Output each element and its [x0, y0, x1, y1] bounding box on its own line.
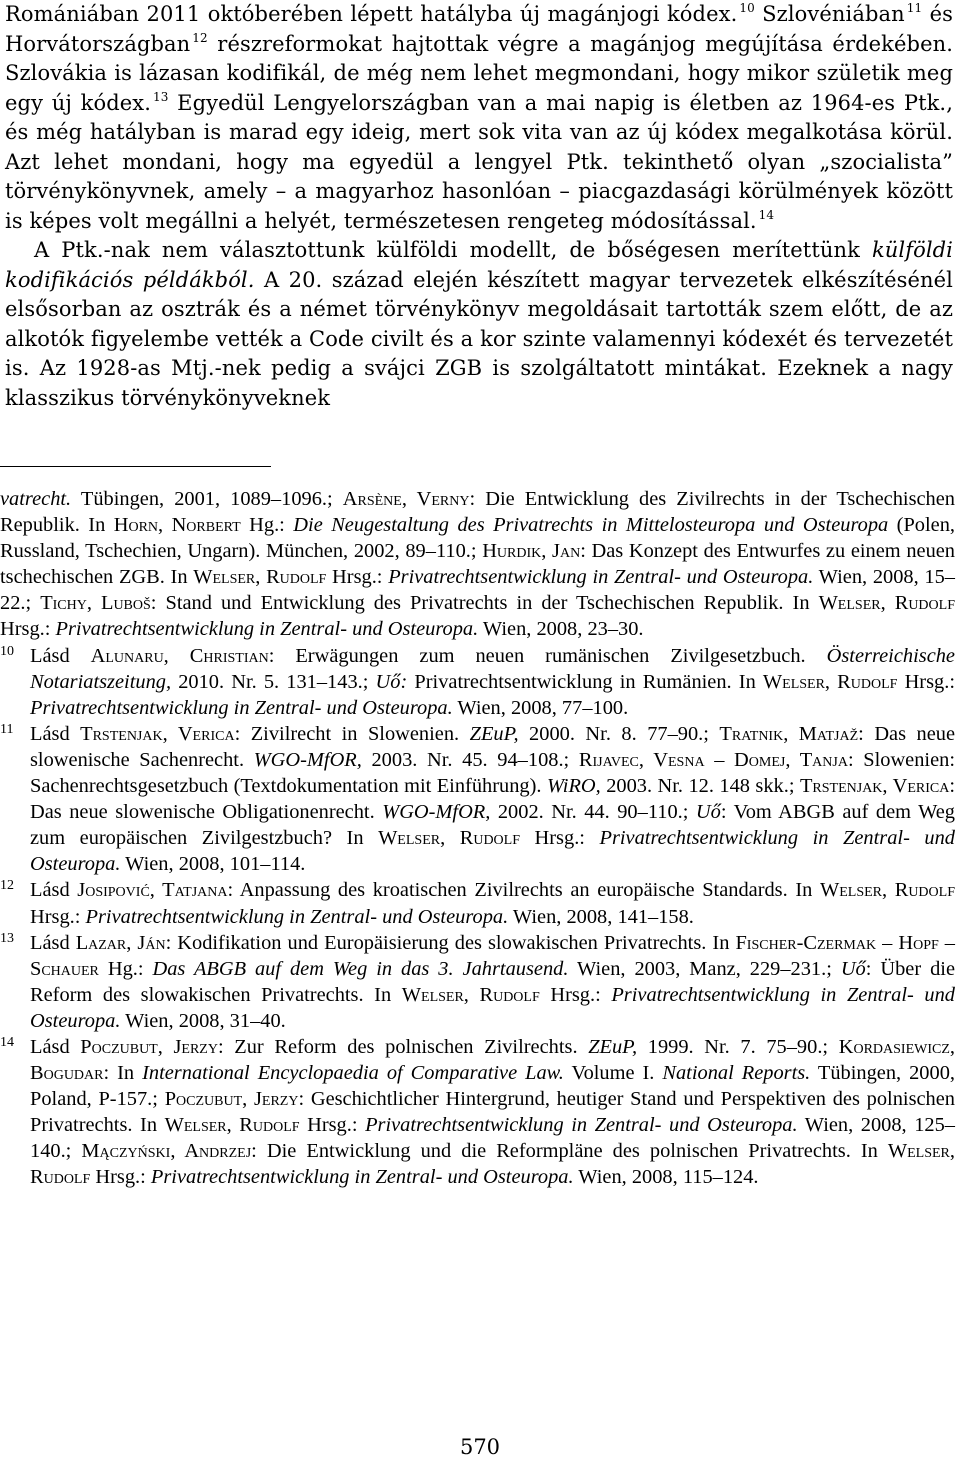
italic-text: WGO-MfOR, — [253, 748, 362, 771]
author-name: Welser, Rudolf — [819, 879, 955, 902]
author-name: Hurdik, Jan — [482, 540, 581, 563]
italic-text: International Encyclopaedia of Comparative Law. — [142, 1062, 564, 1085]
footnote-number: 13 — [0, 930, 14, 946]
footnote-ref: 11 — [906, 1, 923, 15]
footnote-text: Lásd Lazar, Ján: Kodifikation und Europäisierung des slowakischen Privatrechts. In Fischer-Czermak – Hopf – Schauer Hg.: Das ABGB auf dem Weg in das 3. Jahrtausend. Wien, 2003, Manz, 229–231.; Uő: Über die Reform des slowakischen Privatrechts. In Welser, Rudolf Hrsg.: Privatrechtsentwicklung in Zentral- und Osteuropa. Wien, 2008, 31–40. — [30, 931, 956, 1032]
italic-text: ZEuP, — [588, 1035, 638, 1058]
italic-text: külföldi kodifikációs példákból. — [5, 238, 953, 292]
italic-text: Privatrechtsentwicklung in Zentral- und Osteuropa. — [30, 983, 955, 1032]
author-name: Fischer-Czermak – Hopf – Schauer — [30, 931, 956, 980]
footnote-11 — [0, 721, 955, 878]
footnote-number: 10 — [0, 643, 14, 659]
italic-text: Privatrechtsentwicklung in Zentral- und Osteuropa. — [365, 1114, 798, 1137]
footnote-text: Lásd Josipović, Tatjana: Anpassung des kroatischen Zivilrechts an europäische Standards. In Welser, Rudolf Hrsg.: Privatrechtsentwicklung in Zentral- und Osteuropa. Wien, 2008, 141–158. — [30, 879, 955, 928]
paragraph: A Ptk.-nak nem választottunk külföldi modellt, de bőségesen merítettünk külföldi kodifikációs példákból. A 20. század elején készített magyar tervezetek elkészítésénél elsősorban az osztrák és a német törvénykönyv megoldásait tartották szem előtt, de az alkotók figyelembe vették a Code civilt és a kor szinte valamennyi kódexét és tervezetét is. Az 1928-as Mtj.-nek pedig a svájci ZGB is szolgáltatott mintákat. Ezeknek a nagy klasszikus törvénykönyveknek — [5, 238, 953, 410]
footnote-14 — [0, 1034, 955, 1191]
footnote-number: 11 — [0, 721, 14, 737]
author-name: Lazar, Ján — [75, 931, 166, 954]
italic-text: Privatrechtsentwicklung in Zentral- und Osteuropa. — [30, 696, 453, 719]
author-name: Welser, Rudolf — [762, 670, 898, 693]
paragraph: Romániában 2011 októberében lépett hatályba új magánjogi kódex. $^{10}$ Szlovéniában $^{11}$ és Horvátországban $^{12}$ részreformokat hajtottak végre a magánjog megújítása érdekében. Szlovákia is lázasan kodifikál, de még nem lehet megmondani, hogy mikor születik meg egy új kódex. $^{13}$ Egyedül Lengyelországban van a mai napig is életben az 1964-es Ptk., és még hatályban is marad egy ideig, mert sok vita van az új kódex megalkotása körül. Azt lehet mondani, hogy ma egyedül a lengyel Ptk. tekinthető olyan „szocialista” törvénykönyvnek, amely – a magyarhoz hasonlóan – piacgazdasági körülmények között is képes volt megállni a helyét, természetesen rengeteg módosítással. $^{14}$ — [5, 1, 953, 233]
author-name: Rijavec, Vesna – Domej, Tanja — [578, 748, 848, 771]
author-name: Tichy, Luboš — [40, 592, 151, 615]
italic-text: Privatrechtsentwicklung in Zentral- und Osteuropa. — [30, 827, 955, 876]
footnote-ref: 12 — [192, 30, 208, 45]
footnote-ref: 14 — [758, 207, 775, 222]
italic-text: Uő — [840, 957, 866, 980]
italic-text: National Reports. — [662, 1062, 811, 1085]
author-name: Poczubut, Jerzy — [164, 1088, 299, 1111]
author-name: Welser, Rudolf — [164, 1114, 300, 1137]
author-name: Welser, Rudolf — [193, 566, 327, 589]
footnote-text: Lásd Trstenjak, Verica: Zivilrecht in Slowenien. ZEuP, 2000. Nr. 8. 77–90.; Tratnik, Matjaž: Das neue slowenische Sachenrecht. WGO-MfOR, 2003. Nr. 45. 94–108.; Rijavec, Vesna – Domej, Tanja: Slowenien: Sachenrechtsgesetzbuch (Textdokumentation mit Einführung). WiRO, 2003. Nr. 12. 148 skk.; Trstenjak, Verica: Das neue slowenische Obligationenrecht. WGO-MfOR, 2002. Nr. 44. 90–110.; Uő: Vom ABGB auf dem Weg zum europäischen Zivilgestzbuch? In Welser, Rudolf Hrsg.: Privatrechtsentwicklung in Zentral- und Osteuropa. Wien, 2008, 101–114. — [30, 722, 956, 876]
footnote-ref: 10 — [739, 1, 755, 15]
author-name: Josipović, Tatjana — [77, 879, 228, 902]
italic-text: Privatrechtsentwicklung in Zentral- und Osteuropa. — [55, 618, 479, 641]
footnote-continuation: vatrecht. Tübingen, 2001, 1089–1096.; Arsène, Verny: Die Entwicklung des Zivilrechts in der Tschechischen Republik. In Horn, Norbert Hg.: Die Neugestaltung des Privatrechts in Mittelosteuropa und Osteuropa (Polen, Russland, Tschechien, Ungarn). München, 2002, 89–110.; Hurdik, Jan: Das Konzept des Entwurfes zu einem neuen tschechischen ZGB. In Welser, Rudolf Hrsg.: Privatrechtsentwicklung in Zentral- und Osteuropa. Wien, 2008, 15–22.; Tichy, Luboš: Stand und Entwicklung des Privatrechts in der Tschechischen Republik. In Welser, Rudolf Hrsg.: Privatrechtsentwicklung in Zentral- und Osteuropa. Wien, 2008, 23–30. — [0, 488, 956, 641]
italic-text: Das ABGB auf dem Weg in das 3. Jahrtausend. — [152, 957, 569, 980]
italic-text: Österreichische Notariatszeitung, — [30, 644, 955, 693]
main-text — [5, 0, 953, 413]
author-name: Mączyński, Andrzej — [81, 1140, 252, 1163]
italic-text: Privatrechtsentwicklung in Zentral- und Osteuropa. — [85, 905, 509, 928]
author-name: Poczubut, Jerzy — [80, 1035, 218, 1058]
footnote-text: Lásd Poczubut, Jerzy: Zur Reform des polnischen Zivilrechts. ZEuP, 1999. Nr. 7. 75–90.; Kordasiewicz, Bogudar: In International Encyclopaedia of Comparative Law. Volume I. National Reports. Tübingen, 2000, Poland, P-157.; Poczubut, Jerzy: Geschichtlicher Hintergrund, heutiger Stand und Perspektiven des polnischen Privatrechts. In Welser, Rudolf Hrsg.: Privatrechtsentwicklung in Zentral- und Osteuropa. Wien, 2008, 125–140.; Mączyński, Andrzej: Die Entwicklung und die Reformpläne des polnischen Privatrechts. In Welser, Rudolf Hrsg.: Privatrechtsentwicklung in Zentral- und Osteuropa. Wien, 2008, 115–124. — [30, 1035, 955, 1189]
italic-text: vatrecht. — [0, 488, 72, 510]
footnote-10 — [0, 643, 955, 721]
author-name: Welser, Rudolf — [401, 983, 540, 1006]
author-name: Horn, Norbert — [113, 514, 241, 537]
author-name: Trstenjak, Verica — [799, 775, 950, 798]
footnote-12 — [0, 877, 955, 929]
author-name: Kordasiewicz, Bogudar — [30, 1035, 955, 1085]
footnote-text: Lásd Alunaru, Christian: Erwägungen zum neuen rumänischen Zivilgesetzbuch. Österreichische Notariatszeitung, 2010. Nr. 5. 131–143.; Uő: Privatrechtsentwicklung in Rumänien. In Welser, Rudolf Hrsg.: Privatrechtsentwicklung in Zentral- und Osteuropa. Wien, 2008, 77–100. — [30, 644, 955, 719]
page-number: 570 — [459, 1435, 501, 1459]
italic-text: Die Neugestaltung des Privatrechts in Mittelosteuropa und Osteuropa — [293, 514, 889, 537]
italic-text: Privatrechtsentwicklung in Zentral- und Osteuropa. — [388, 566, 814, 589]
italic-text: Uő: — [375, 670, 408, 693]
footnote-number: 12 — [0, 878, 14, 894]
footnote-separator — [0, 466, 271, 467]
author-name: Welser, Rudolf — [30, 1140, 955, 1189]
author-name: Alunaru, Christian — [90, 644, 269, 667]
italic-text: Privatrechtsentwicklung in Zentral- und Osteuropa. — [150, 1166, 574, 1189]
footnote-number: 14 — [0, 1034, 14, 1050]
italic-text: ZEuP, — [469, 722, 519, 745]
footnote-13 — [0, 930, 955, 1034]
author-name: Welser, Rudolf — [818, 592, 955, 615]
author-name: Tratnik, Matjaž — [719, 722, 859, 745]
author-name: Trstenjak, Verica — [80, 722, 235, 745]
footnotes — [0, 486, 955, 1191]
author-name: Arsène, Verny — [342, 488, 470, 510]
italic-text: WGO-MfOR, — [382, 801, 491, 824]
italic-text: Uő — [695, 801, 721, 824]
italic-text: WiRO, — [546, 775, 601, 798]
author-name: Welser, Rudolf — [378, 827, 520, 850]
footnote-ref: 13 — [153, 89, 169, 104]
